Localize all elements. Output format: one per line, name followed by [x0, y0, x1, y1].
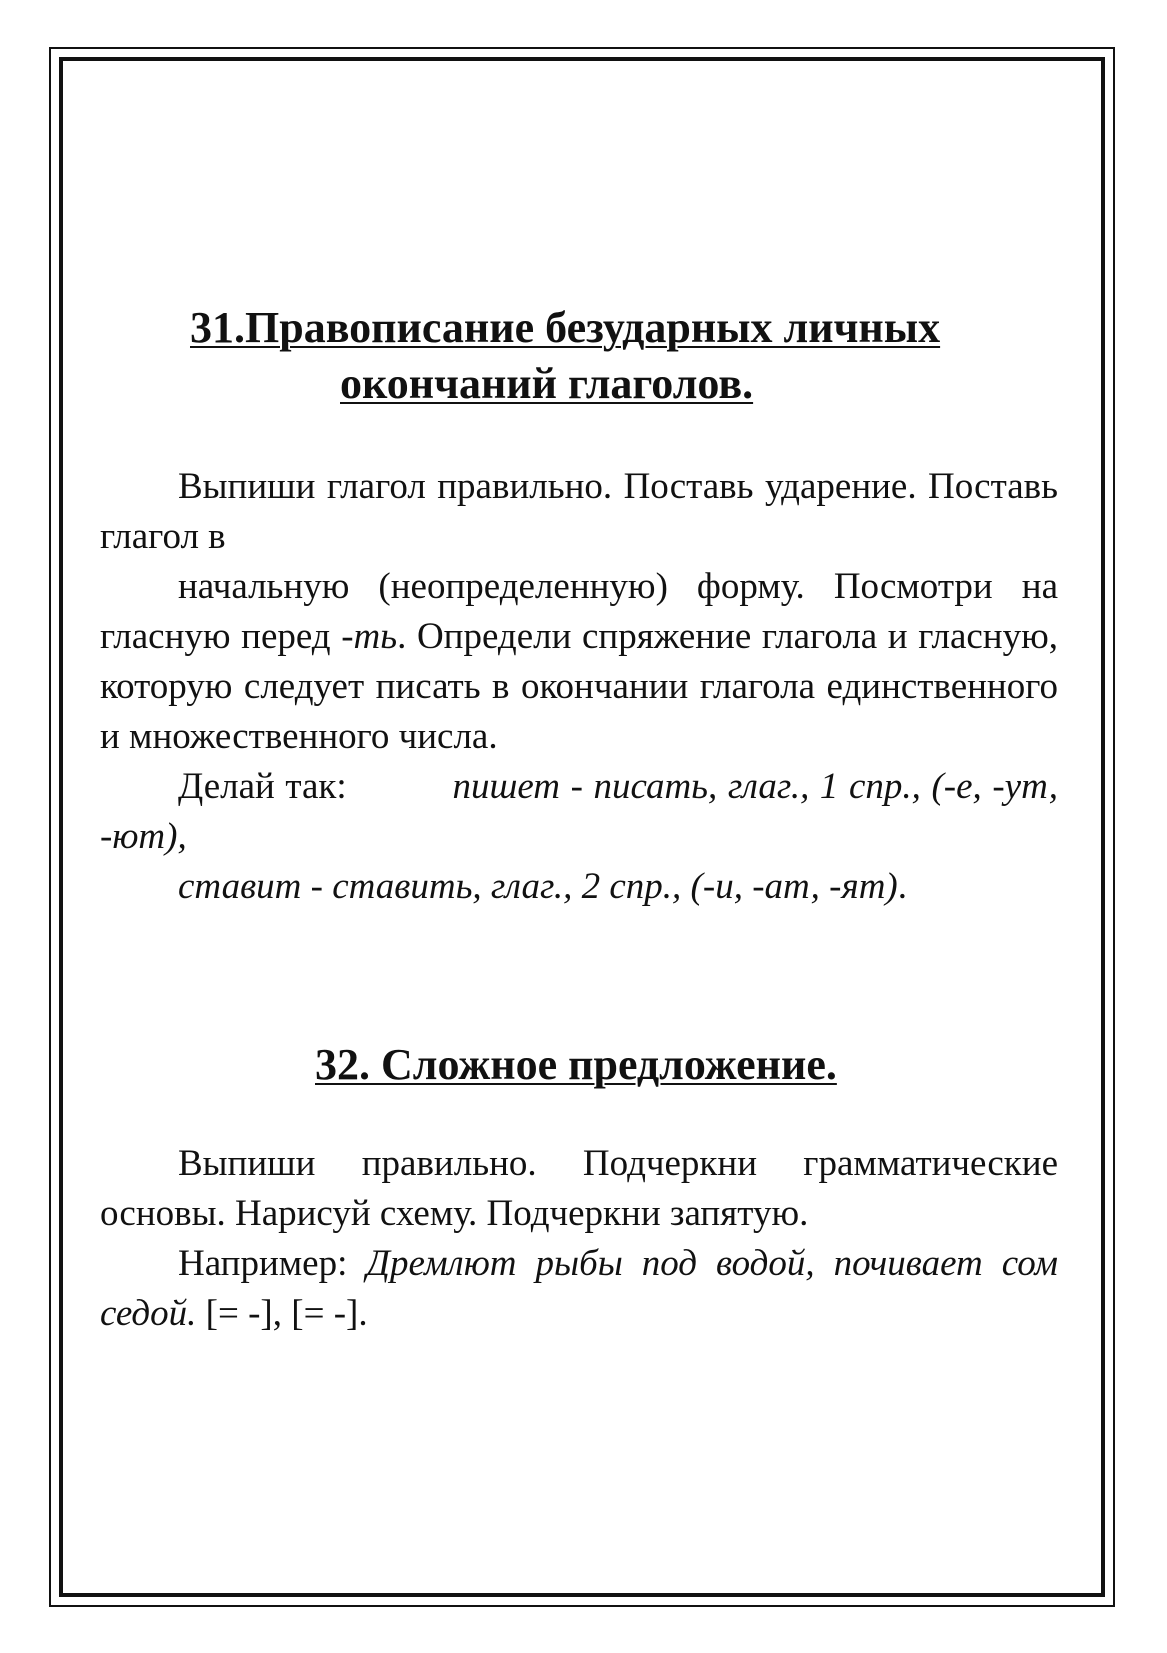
section-31-title-line1: 31.Правописание безударных личных: [190, 303, 941, 352]
example-verb-2-end: .: [897, 866, 907, 907]
section-31-instruction-2-text-a: начальную (неопределенную) форму. Посмотри на гласную перед: [100, 566, 1058, 657]
page-content: [100, 300, 1058, 1339]
scheme-part-1: [= -]: [196, 1293, 273, 1334]
section-32-instruction: [100, 1139, 1058, 1239]
scheme-comma: ,: [272, 1293, 282, 1334]
section-32-title: 32. Сложное предложение.: [315, 1040, 837, 1089]
section-31-example-1: [100, 762, 1058, 862]
example-label-2: Например:: [178, 1243, 367, 1284]
example-verb-2: ставит - ставить, глаг., 2 спр., (-и, -ат, -ят): [178, 866, 898, 907]
section-31-instruction-2-text-b: . Определи спряжение глагола и гласную, которую следует писать в окончании глагола единственного и множественного числа.: [100, 616, 1058, 757]
section-31-example-2: [100, 862, 1058, 912]
example-label: Делай так:: [178, 766, 347, 807]
scheme-part-2: [= -].: [282, 1293, 368, 1334]
verb-suffix: -ть: [341, 616, 398, 657]
section-31-title: [190, 300, 1058, 412]
example-sentence: Дремлют рыбы под водой, почивает сом седой.: [100, 1243, 1058, 1334]
section-31-instruction-1: [100, 462, 1058, 562]
section-31-title-line2: окончаний глаголов.: [340, 359, 754, 408]
section-31-instruction-1-text: Выпиши глагол правильно. Поставь ударение. Поставь глагол в: [100, 466, 1058, 557]
section-32-instruction-text: Выпиши правильно. Подчеркни грамматические основы. Нарисуй схему. Подчеркни запятую.: [100, 1143, 1058, 1234]
section-32-example: [100, 1239, 1058, 1339]
section-31-instruction-2: [100, 562, 1058, 762]
example-verb-1: пишет - писать, глаг., 1 спр., (-е, -ут, -ют),: [100, 766, 1058, 857]
